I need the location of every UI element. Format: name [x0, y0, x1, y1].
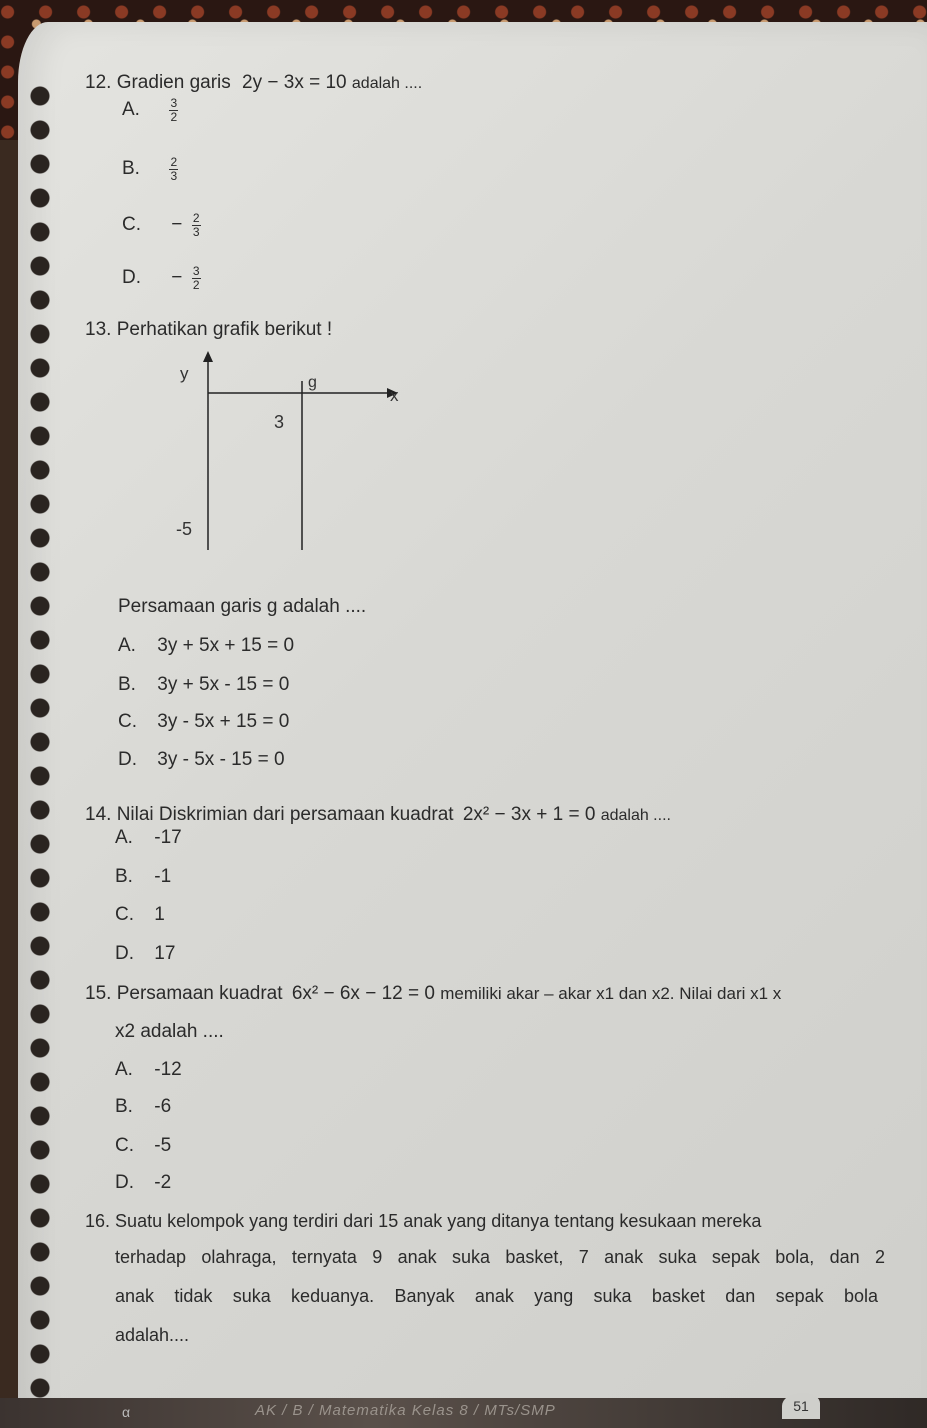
page-number: 51	[782, 1393, 820, 1419]
q15-option-b[interactable]	[115, 1097, 171, 1116]
q13-option-c-label: C.	[118, 711, 137, 732]
q12-option-d[interactable]	[122, 265, 201, 291]
q13-option-d-text: 3y - 5x - 15 = 0	[157, 749, 285, 770]
q12-option-a[interactable]	[122, 97, 178, 123]
q15-option-b-label: B.	[115, 1096, 133, 1117]
binding-holes	[18, 82, 58, 1422]
footer-text: AK / B / Matematika Kelas 8 / MTs/SMP	[255, 1402, 556, 1419]
q12-option-d-num: 3	[192, 264, 200, 278]
x-axis-label: x	[390, 386, 399, 405]
q16-line-4: adalah....	[115, 1325, 190, 1345]
q15-option-a-label: A.	[115, 1059, 133, 1080]
q14-option-b[interactable]	[115, 867, 171, 886]
q13-option-c-text: 3y - 5x + 15 = 0	[157, 711, 290, 732]
q12-equation: 2y − 3x = 10	[242, 72, 347, 93]
q14-equation: 2x² − 3x + 1 = 0	[462, 804, 596, 825]
q13-option-a[interactable]	[118, 636, 294, 655]
y-intercept-label: -5	[176, 519, 193, 539]
q15-stem	[85, 984, 781, 1003]
q15-stem-line2: x2 adalah ....	[115, 1021, 224, 1042]
q12-option-b-num: 2	[170, 155, 178, 169]
q12-option-c-label: C.	[122, 214, 141, 236]
q13-option-b-label: B.	[118, 674, 136, 695]
line-graph	[150, 345, 420, 555]
q15-equation: 6x² − 6x − 12 = 0	[291, 983, 435, 1004]
q15-option-a-text: -12	[154, 1059, 182, 1080]
q13-option-b[interactable]	[118, 675, 289, 694]
q15-option-c-label: C.	[115, 1135, 134, 1156]
q12-option-b-label: B.	[122, 158, 140, 180]
q15-option-d[interactable]	[115, 1173, 171, 1192]
q14-number: 14.	[85, 804, 112, 825]
q15-number: 15.	[85, 983, 112, 1004]
q16-line-1	[85, 1212, 885, 1230]
q13-question: Persamaan garis g adalah ....	[118, 596, 367, 617]
q15-option-d-label: D.	[115, 1172, 134, 1193]
q14-option-a-text: -17	[154, 827, 182, 848]
q13-option-b-text: 3y + 5x - 15 = 0	[157, 674, 290, 695]
q14-option-a-label: A.	[115, 827, 133, 848]
q14-option-b-text: -1	[154, 866, 172, 887]
q14-option-b-label: B.	[115, 866, 133, 887]
y-axis-label: y	[180, 364, 189, 383]
q14-option-d-text: 17	[154, 943, 176, 964]
q12-option-c[interactable]	[122, 212, 201, 238]
q15-option-c-text: -5	[154, 1135, 172, 1156]
q12-option-c-num: 2	[192, 211, 200, 225]
q12-option-b[interactable]	[122, 156, 178, 182]
q15-option-b-text: -6	[154, 1096, 172, 1117]
q14-stem-pre: Nilai Diskrimian dari persamaan kuadrat	[116, 804, 454, 825]
q12-stem-post: adalah ....	[351, 75, 423, 92]
q12-option-b-den: 3	[170, 168, 178, 183]
q14-option-d[interactable]	[115, 944, 175, 963]
q12-option-c-fraction	[192, 212, 201, 238]
q16-line-3: anak tidak suka keduanya. Banyak anak yang suka basket dan sepak bola	[115, 1286, 878, 1306]
q12-option-d-fraction	[192, 265, 201, 291]
q14-option-c-text: 1	[154, 904, 165, 925]
q16-line-1-text: Suatu kelompok yang terdiri dari 15 anak yang ditanya tentang kesukaan mereka	[115, 1211, 762, 1231]
q12-option-a-den: 2	[170, 109, 178, 124]
q12-option-d-sign: −	[171, 267, 183, 289]
q14-option-d-label: D.	[115, 943, 134, 964]
q12-stem-pre: Gradien garis	[116, 72, 231, 93]
q12-option-d-den: 2	[192, 277, 200, 292]
q12-option-c-sign: −	[171, 214, 183, 236]
q16-line-2: terhadap olahraga, ternyata 9 anak suka basket, 7 anak suka sepak bola, dan 2	[115, 1247, 885, 1267]
q13-option-d-label: D.	[118, 749, 137, 770]
footer-symbol: α	[122, 1404, 131, 1420]
q14-option-a[interactable]	[115, 828, 182, 847]
x-intercept-label: 3	[274, 412, 285, 432]
q14-stem-post: adalah ....	[600, 807, 671, 824]
q14-option-c[interactable]	[115, 905, 165, 924]
q16-number: 16.	[85, 1211, 111, 1231]
q12-option-c-den: 3	[192, 224, 200, 239]
y-axis-arrow-icon	[203, 351, 213, 362]
q15-option-c[interactable]	[115, 1136, 171, 1155]
q13-option-a-label: A.	[118, 635, 136, 656]
q13-option-d[interactable]	[118, 750, 285, 769]
q12-option-a-label: A.	[122, 99, 140, 121]
q14-option-c-label: C.	[115, 904, 134, 925]
q13-stem-text: Perhatikan grafik berikut !	[116, 319, 333, 340]
q15-stem-post: memiliki akar – akar x1 dan x2. Nilai dari x1 x	[440, 984, 782, 1003]
q12-stem	[85, 73, 422, 92]
line-g-label: g	[308, 374, 317, 391]
q13-stem	[85, 320, 332, 339]
q13-option-a-text: 3y + 5x + 15 = 0	[157, 635, 295, 656]
q15-option-a[interactable]	[115, 1060, 182, 1079]
q15-option-d-text: -2	[154, 1172, 172, 1193]
q12-number: 12.	[85, 72, 112, 93]
q14-stem	[85, 805, 671, 824]
q12-option-a-fraction	[169, 97, 178, 123]
q15-stem-pre: Persamaan kuadrat	[116, 983, 283, 1004]
q12-option-b-fraction	[169, 156, 178, 182]
q13-number: 13.	[85, 319, 112, 340]
q12-option-a-num: 3	[170, 96, 178, 110]
q13-option-c[interactable]	[118, 712, 289, 731]
q12-option-d-label: D.	[122, 267, 141, 289]
